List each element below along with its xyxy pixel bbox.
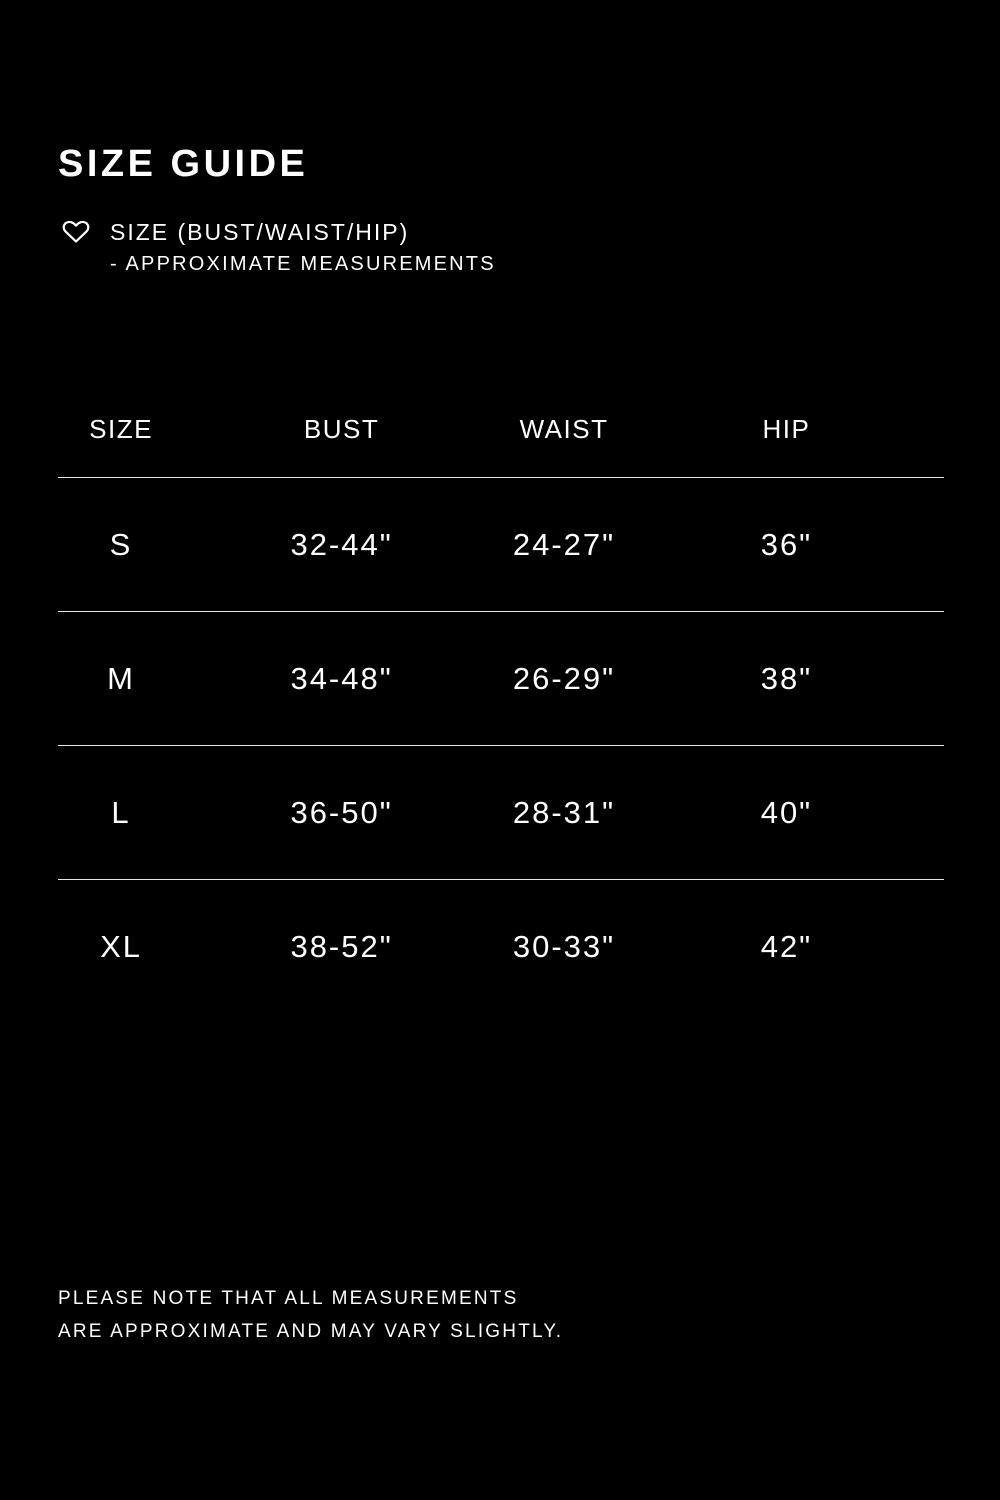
header-waist: WAIST (519, 414, 609, 444)
table-header-row (58, 382, 944, 478)
size-cell: XL (100, 928, 142, 964)
size-cell: L (111, 794, 131, 830)
table-row (58, 612, 944, 746)
size-cell: S (109, 526, 133, 562)
header-size: SIZE (89, 414, 153, 444)
bust-cell: 36-50" (290, 794, 393, 830)
header-bust: BUST (303, 414, 380, 444)
bust-cell: 32-44" (290, 526, 393, 562)
hip-cell: 40" (760, 794, 813, 830)
table-row (58, 478, 944, 612)
hip-cell: 38" (760, 660, 813, 696)
hip-cell: 36" (760, 526, 813, 562)
header-hip: HIP (762, 414, 811, 444)
disclaimer-note (58, 1282, 563, 1348)
page-title: SIZE GUIDE (58, 143, 309, 185)
size-table (58, 382, 944, 1013)
bust-cell: 34-48" (290, 660, 393, 696)
waist-cell: 26-29" (512, 660, 616, 696)
hip-cell: 42" (760, 928, 813, 964)
size-cell: M (107, 660, 135, 696)
heart-icon (62, 220, 90, 244)
table-row (58, 746, 944, 880)
waist-cell: 28-31" (512, 794, 616, 830)
waist-cell: 30-33" (512, 928, 616, 964)
table-row (58, 880, 944, 1013)
disclaimer-line: PLEASE NOTE THAT ALL MEASUREMENTS (58, 1288, 519, 1309)
legend-sublabel: - APPROXIMATE MEASUREMENTS (110, 253, 496, 275)
waist-cell: 24-27" (512, 526, 616, 562)
bust-cell: 38-52" (290, 928, 393, 964)
disclaimer-line: ARE APPROXIMATE AND MAY VARY SLIGHTLY. (58, 1321, 564, 1342)
legend-label: SIZE (BUST/WAIST/HIP) (110, 219, 410, 245)
